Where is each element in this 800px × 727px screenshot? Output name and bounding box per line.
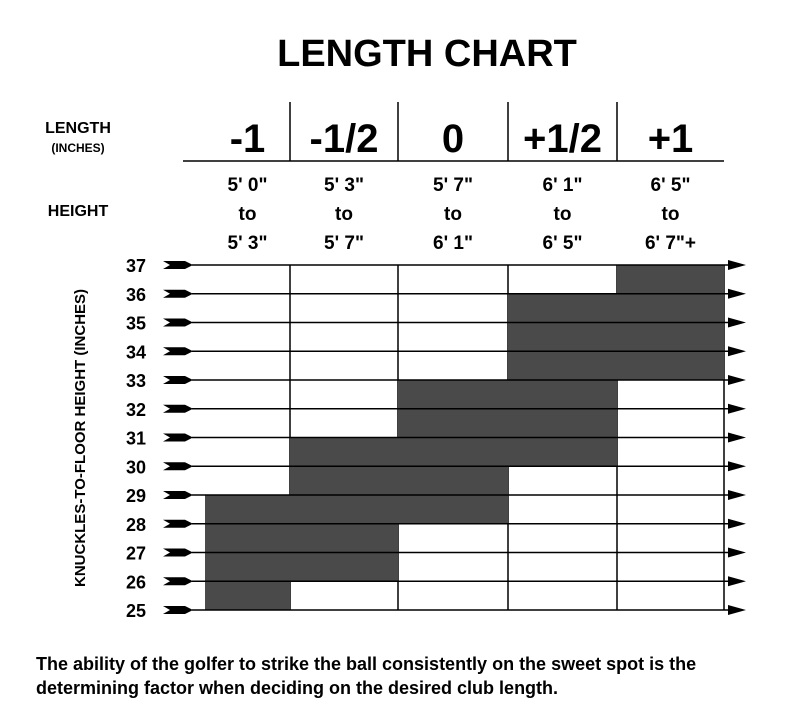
height-to: 5' 7" — [324, 233, 364, 254]
length-value: -1/2 — [309, 117, 379, 161]
y-tick-label: 26 — [125, 572, 147, 593]
row-marker — [163, 347, 193, 355]
y-tick-label: 36 — [125, 284, 147, 305]
row-marker — [163, 376, 193, 384]
length-value: -1 — [229, 117, 266, 161]
y-tick-label: 34 — [125, 342, 147, 363]
height-to: 6' 5" — [542, 233, 583, 254]
row-arrowhead — [728, 461, 746, 471]
length-unit-label: (INCHES) — [51, 141, 105, 155]
height-from: 6' 5" — [650, 175, 691, 196]
height-from: 5' 7" — [433, 175, 473, 196]
height-label: HEIGHT — [47, 203, 109, 220]
height-to: 6' 7"+ — [644, 233, 697, 254]
height-to: 5' 3" — [227, 233, 268, 254]
y-axis-label: KNUCKLES-TO-FLOOR HEIGHT (INCHES) — [72, 288, 89, 588]
length-value: 0 — [441, 117, 465, 161]
row-arrowhead — [728, 404, 746, 414]
row-marker — [163, 549, 193, 557]
height-to-word: to — [553, 204, 572, 225]
height-from: 5' 0" — [227, 175, 268, 196]
height-from: 5' 3" — [324, 175, 364, 196]
row-arrowhead — [728, 375, 746, 385]
row-arrowhead — [728, 519, 746, 529]
y-tick-label: 28 — [125, 514, 147, 535]
chart-caption: The ability of the golfer to strike the ball consistently on the sweet spot is the determining factor when deciding on the desired club length. — [36, 654, 697, 698]
y-tick-label: 32 — [125, 399, 147, 420]
row-marker — [163, 290, 193, 298]
row-arrowhead — [728, 576, 746, 586]
row-arrowhead — [728, 548, 746, 558]
y-tick-label: 35 — [125, 313, 147, 334]
length-label: LENGTH — [45, 120, 111, 137]
row-arrowhead — [728, 490, 746, 500]
row-marker — [163, 462, 193, 470]
y-tick-label: 25 — [125, 601, 147, 621]
row-marker — [163, 405, 193, 413]
height-from: 6' 1" — [542, 175, 583, 196]
row-marker — [163, 261, 193, 269]
row-marker — [163, 434, 193, 442]
row-marker — [163, 606, 193, 614]
row-arrowhead — [728, 289, 746, 299]
row-arrowhead — [728, 605, 746, 615]
height-to-word: to — [335, 204, 353, 225]
row-arrowhead — [728, 433, 746, 443]
knuckle-range-bar — [398, 380, 508, 524]
column-headers — [183, 102, 724, 254]
row-marker — [163, 520, 193, 528]
y-tick-label: 33 — [125, 371, 147, 391]
y-tick-label: 27 — [125, 543, 147, 564]
knuckle-range-bar — [290, 438, 398, 582]
y-tick-label: 37 — [125, 256, 147, 276]
y-tick-label: 31 — [125, 428, 147, 449]
row-arrowhead — [728, 318, 746, 328]
y-tick-label: 29 — [125, 486, 147, 506]
length-value: +1 — [647, 117, 694, 161]
height-to-word: to — [238, 204, 257, 225]
row-marker — [163, 577, 193, 585]
height-to-word: to — [444, 204, 462, 225]
y-tick-label: 30 — [125, 457, 147, 478]
row-marker — [163, 319, 193, 327]
row-arrowhead — [728, 260, 746, 270]
chart-title: LENGTH CHART — [277, 33, 577, 75]
length-value: +1/2 — [523, 117, 602, 161]
row-arrowhead — [728, 346, 746, 356]
height-to-word: to — [661, 204, 680, 225]
row-marker — [163, 491, 193, 499]
height-to: 6' 1" — [433, 233, 473, 254]
